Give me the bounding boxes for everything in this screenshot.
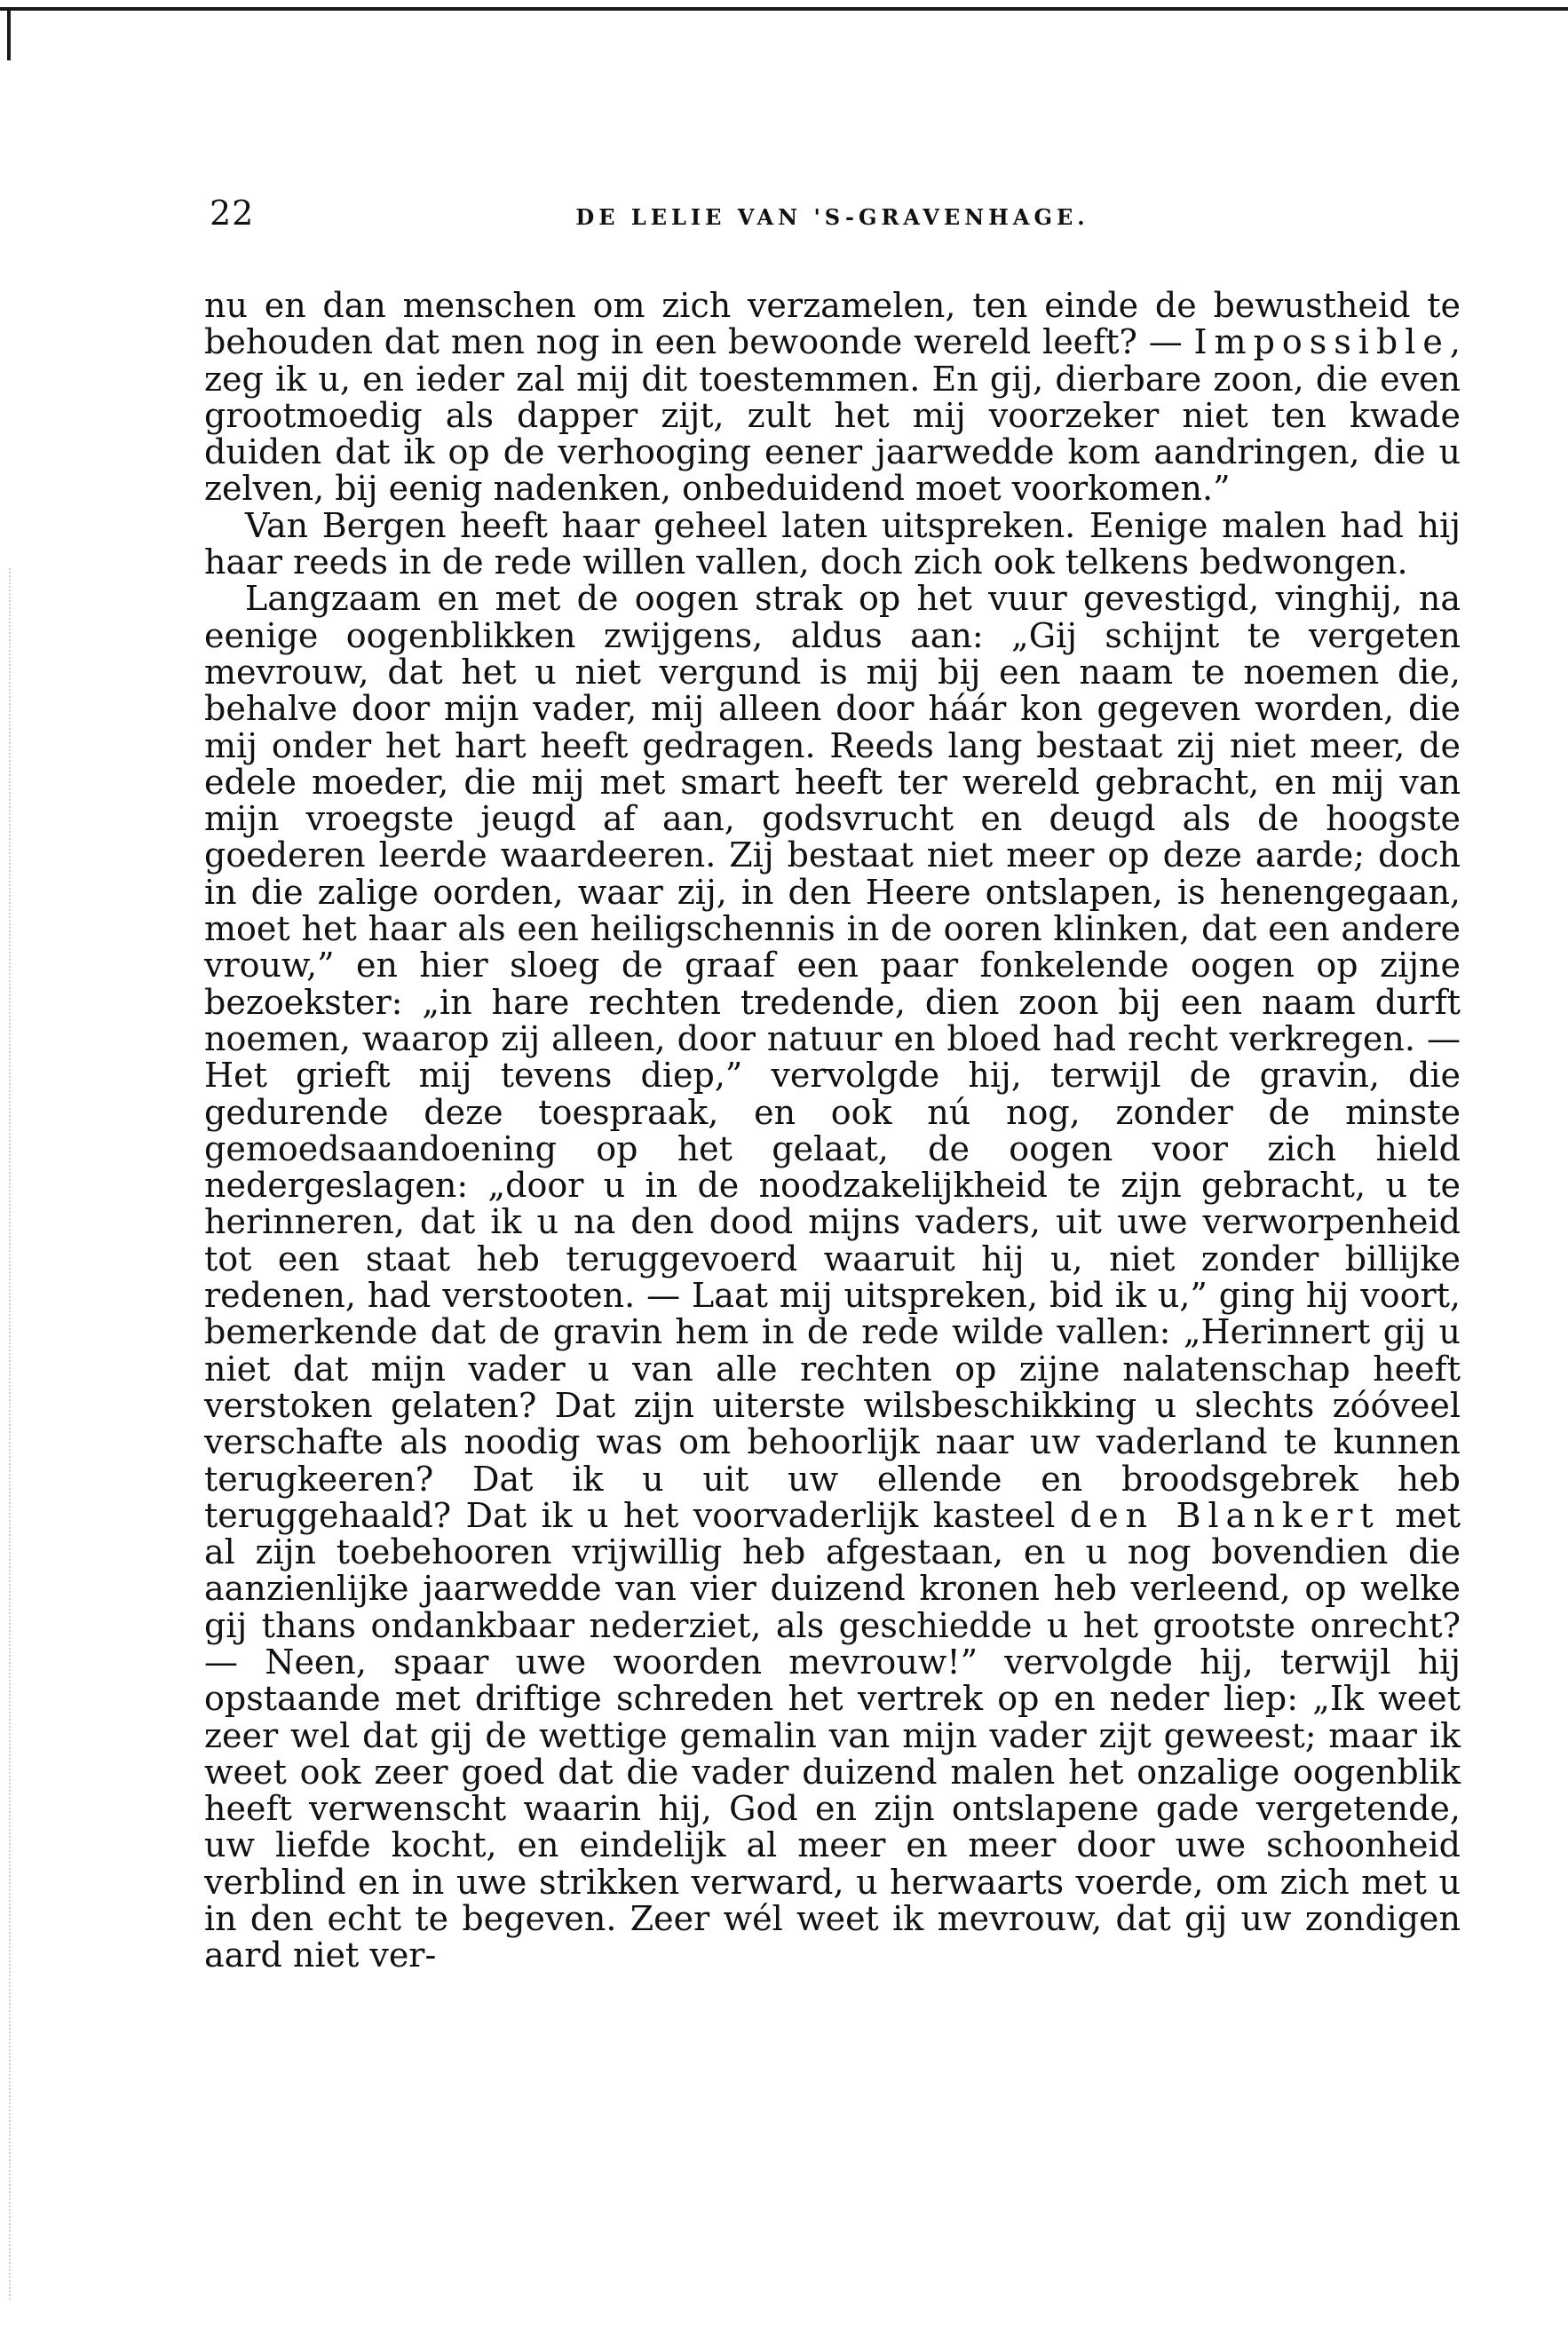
book-page — [204, 186, 1461, 2264]
paragraph-3-text-a: Langzaam en met de oogen strak op het vuur gevestigd, vinghij, na eenige oogenblikken zwijgens, aldus aan: „Gij schijnt te vergeten mevrouw, dat het u niet vergund is mij bij een naam te noemen die, behalve door mijn vader, mij alleen door háár kon gegeven worden, die mij onder het hart heeft gedragen. Reeds lang bestaat zij niet meer, de edele moeder, die mij met smart heeft ter wereld gebracht, en mij van mijn vroegste jeugd af aan, godsvrucht en deugd als de hoogste goederen leerde waardeeren. Zij bestaat niet meer op deze aarde; doch in die zalige oorden, waar zij, in den Heere ontslapen, is henengegaan, moet het haar als een heiligschennis in de ooren klinken, dat een andere vrouw,” en hier sloeg de graaf een paar fonkelende oogen op zijne bezoekster: „in hare rechten tredende, dien zoon bij een naam durft noemen, waarop zij alleen, door natuur en bloed had recht verkregen. — Het grieft mij tevens diep,” vervolgde hij, terwijl de gravin, die gedurende deze toespraak, en ook nú nog, zonder de minste gemoedsaandoening op het gelaat, de oogen voor zich hield nedergeslagen: „door u in de noodzakelijkheid te zijn gebracht, u te herinneren, dat ik u na den dood mijns vaders, uit uwe verworpenheid tot een staat heb teruggevoerd waaruit hij u, niet zonder billijke redenen, had verstooten. — Laat mij uitspreken, bid ik u,” ging hij voort, bemerkende dat de gravin hem in de rede wilde vallen: „Herinnert gij u niet dat mijn vader u van alle rechten op zijne nalatenschap heeft verstoken gelaten? Dat zijn uiterste wilsbeschikking u slechts zóóveel verschafte als noodig was om behoorlijk naar uw vaderland te kunnen terugkeeren? Dat ik u uit uw ellende en broodsgebrek heb teruggehaald? Dat ik u het voorvaderlijk kasteel — [204, 579, 1461, 1535]
paragraph-2: Van Bergen heeft haar geheel laten uitspreken. Eenige malen had hij haar reeds in de rede willen vallen, doch zich ook telkens bedwongen. — [204, 505, 1461, 582]
paragraph-3 — [204, 581, 1461, 1974]
paragraph-1-text-b: , zeg ik u, en ieder zal mij dit toestemmen. En gij, dierbare zoon, die even grootmoedig als dapper zijt, zult het mij voorzeker niet ten kwade duiden dat ik op de verhooging eener jaarwedde kom aandringen, die u zelven, bij eenig nadenken, onbeduidend moet voorkomen.” — [204, 322, 1461, 509]
scan-gutter-marks — [9, 568, 13, 2299]
paragraph-3-spaced-name: den Blankert — [1069, 1495, 1381, 1535]
paragraph-1-text-a: nu en dan menschen om zich verzamelen, ten einde de bewustheid te behouden dat men nog in een bewoonde wereld leeft? — — [204, 286, 1461, 362]
paragraph-1-spaced-word: Impossible — [1193, 322, 1450, 362]
scan-edge-top — [0, 7, 1568, 11]
scan-edge-left — [7, 7, 11, 60]
body-text — [204, 288, 1461, 1975]
running-title: DE LELIE VAN 'S-GRAVENHAGE. — [575, 204, 1089, 230]
page-header — [204, 186, 1461, 266]
paragraph-1 — [204, 288, 1461, 508]
page-number: 22 — [210, 194, 255, 233]
paragraph-3-text-b: met al zijn toebehooren vrijwillig heb afgestaan, en u nog bovendien die aanzienlijke jaarwedde van vier duizend kronen heb verleend, op welke gij thans ondankbaar nederziet, als geschiedde u het grootste onrecht? — Neen, spaar uwe woorden mevrouw!” vervolgde hij, terwijl hij opstaande met driftige schreden het vertrek op en neder liep: „Ik weet zeer wel dat gij de wettige gemalin van mijn vader zijt geweest; maar ik weet ook zeer goed dat die vader duizend malen het onzalige oogenblik heeft verwenscht waarin hij, God en zijn ontslapene gade vergetende, uw liefde kocht, en eindelijk al meer en meer door uwe schoonheid verblind en in uwe strikken verward, u herwaarts voerde, om zich met u in den echt te begeven. Zeer wél weet ik mevrouw, dat gij uw zondigen aard niet ver- — [204, 1495, 1461, 1975]
